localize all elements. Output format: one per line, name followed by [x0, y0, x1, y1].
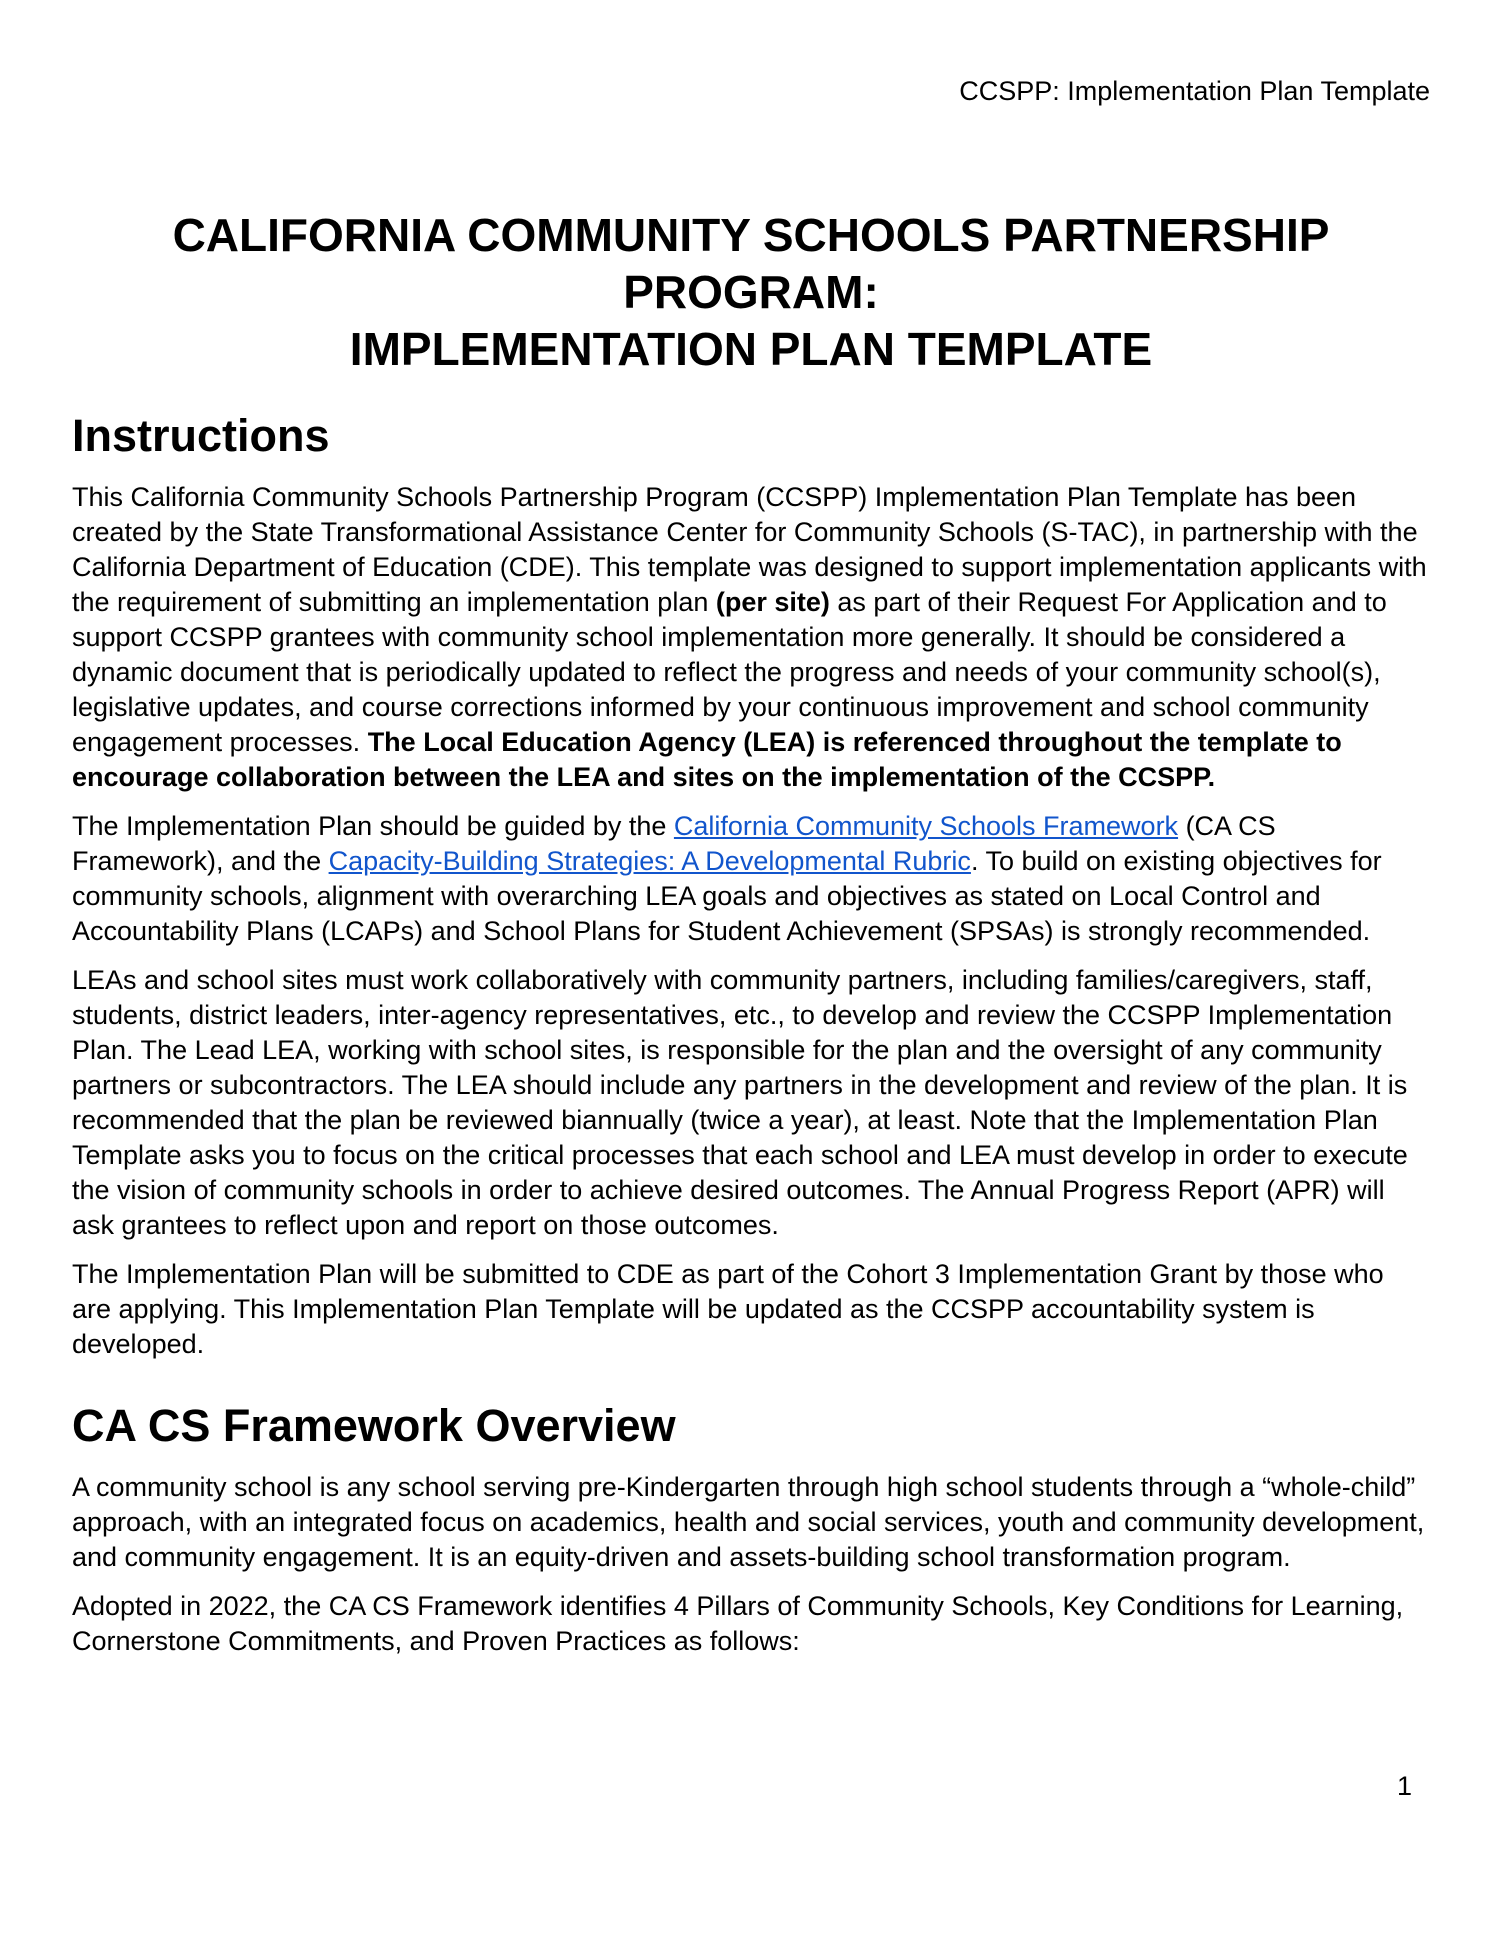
hyperlink[interactable]: California Community Schools Framework: [673, 811, 1179, 841]
paragraph-instructions-1: [72, 480, 1430, 795]
paragraph-instructions-3: [72, 963, 1430, 1243]
heading-ca-cs-framework-overview: CA CS Framework Overview: [72, 1400, 676, 1451]
text-run: Adopted in 2022, the CA CS Framework identifies 4 Pillars of Community Schools, Key Conditions for Learning, Cornerstone Commitments, and Proven Practices as follows:: [72, 1591, 1404, 1656]
heading-instructions: Instructions: [72, 410, 330, 461]
paragraph-instructions-4: [72, 1257, 1430, 1362]
running-header: CCSPP: Implementation Plan Template: [959, 76, 1430, 106]
text-run: as part of their Request For Application and to support CCSPP grantees with community school implementation more generally. It should be considered a dynamic document that is periodically updated to reflect the progress and needs of your community school(s), legislative updates, and course corrections informed by your continuous improvement and school community engagement processes.: [72, 587, 1387, 757]
text-run: (per site): [715, 587, 830, 617]
document-title-line-1: CALIFORNIA COMMUNITY SCHOOLS PARTNERSHIP: [172, 209, 1330, 261]
hyperlink[interactable]: Capacity-Building Strategies: A Developmental Rubric: [328, 846, 971, 876]
paragraph-framework-2: [72, 1589, 1430, 1659]
page-number: 1: [1396, 1771, 1412, 1801]
text-run: This California Community Schools Partnership Program (CCSPP) Implementation Plan Template has been created by the State Transformational Assistance Center for Community Schools (S-TAC), in partnership with the California Department of Education (CDE). This template was designed to support implementation applicants with the requirement of submitting an implementation plan: [72, 482, 1427, 617]
text-run: (CA CS Framework), and the: [72, 811, 1276, 876]
paragraph-instructions-2: [72, 809, 1430, 949]
text-run: The Local Education Agency (LEA) is referenced throughout the template to encourage collaboration between the LEA and sites on the implementation of the CCSPP.: [72, 727, 1342, 792]
document-title-line-2: PROGRAM:: [623, 266, 879, 318]
paragraph-framework-1: [72, 1470, 1430, 1575]
document-title-line-3: IMPLEMENTATION PLAN TEMPLATE: [349, 323, 1153, 375]
text-run: A community school is any school serving pre-Kindergarten through high school students through a “whole-child” approach, with an integrated focus on academics, health and social services, youth and community development, and community engagement. It is an equity-driven and assets-building school transformation program.: [72, 1472, 1425, 1572]
text-run: The Implementation Plan should be guided by the: [72, 811, 674, 841]
text-run: LEAs and school sites must work collaboratively with community partners, including families/caregivers, staff, students, district leaders, inter-agency representatives, etc., to develop and review the CCSPP Implementation Plan. The Lead LEA, working with school sites, is responsible for the plan and the oversight of any community partners or subcontractors. The LEA should include any partners in the development and review of the plan. It is recommended that the plan be reviewed biannually (twice a year), at least. Note that the Implementation Plan Template asks you to focus on the critical processes that each school and LEA must develop in order to execute the vision of community schools in order to achieve desired outcomes. The Annual Progress Report (APR) will ask grantees to reflect upon and report on those outcomes.: [72, 965, 1408, 1240]
document-title: [72, 207, 1430, 378]
text-run: The Implementation Plan will be submitted to CDE as part of the Cohort 3 Implementation Grant by those who are applying. This Implementation Plan Template will be updated as the CCSPP accountability system is developed.: [72, 1259, 1384, 1359]
text-run: . To build on existing objectives for community schools, alignment with overarching LEA goals and objectives as stated on Local Control and Accountability Plans (LCAPs) and School Plans for Student Achievement (SPSAs) is strongly recommended.: [72, 846, 1382, 946]
